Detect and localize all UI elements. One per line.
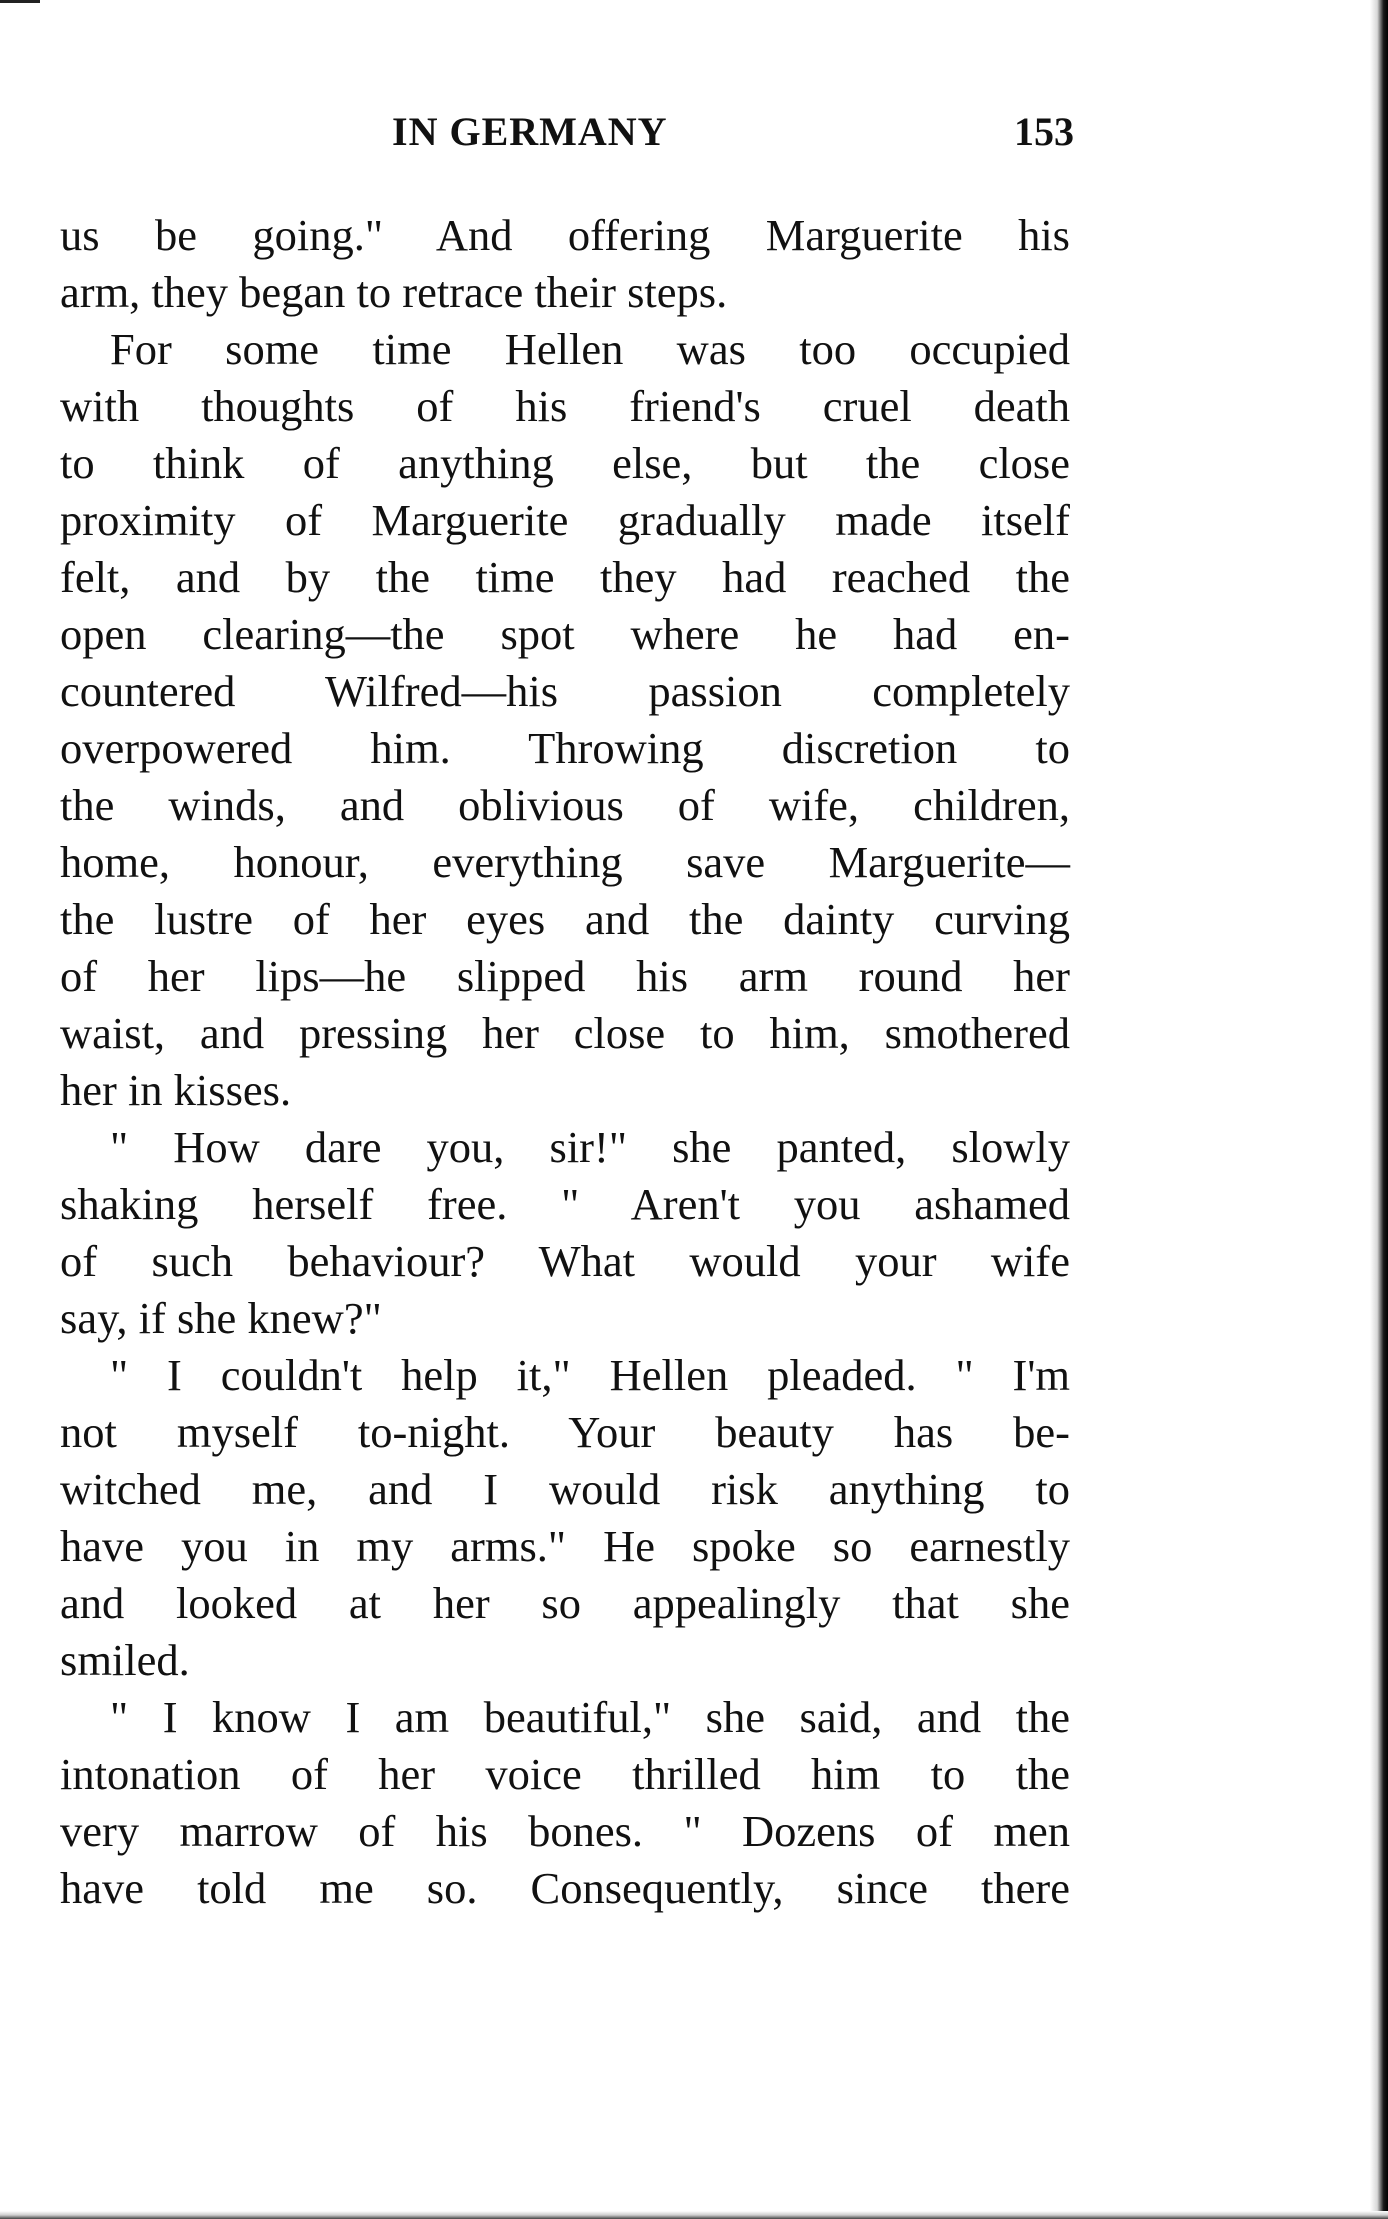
text-line: the lustre of her eyes and the dainty curving [60, 894, 1070, 944]
text-line: us be going." And offering Marguerite his [60, 210, 1070, 260]
text-line: intonation of her voice thrilled him to the [60, 1749, 1070, 1799]
text-line: shaking herself free. " Aren't you ashamed [60, 1179, 1070, 1229]
text-line: say, if she knew?" [60, 1293, 382, 1343]
paragraph [60, 207, 1070, 321]
text-line: proximity of Marguerite gradually made itself [60, 495, 1070, 545]
text-line: very marrow of his bones. " Dozens of men [60, 1806, 1070, 1856]
text-line: " I know I am beautiful," she said, and the [110, 1692, 1070, 1742]
text-line: home, honour, everything save Marguerite— [60, 837, 1070, 887]
paragraph [60, 1119, 1070, 1347]
text-line: have you in my arms." He spoke so earnestly [60, 1521, 1070, 1571]
text-line: smiled. [60, 1635, 190, 1685]
text-line: and looked at her so appealingly that she [60, 1578, 1070, 1628]
text-line: waist, and pressing her close to him, smothered [60, 1008, 1070, 1058]
page-edge-top [0, 0, 40, 3]
text-line: have told me so. Consequently, since there [60, 1863, 1070, 1913]
running-title: IN GERMANY [392, 109, 668, 154]
page-edge-bottom [0, 2211, 1388, 2219]
text-line: to think of anything else, but the close [60, 438, 1070, 488]
page-edge-right [1370, 0, 1388, 2219]
running-head [60, 108, 1074, 168]
text-line: of her lips—he slipped his arm round her [60, 951, 1070, 1001]
text-line: overpowered him. Throwing discretion to [60, 723, 1070, 773]
text-line: witched me, and I would risk anything to [60, 1464, 1070, 1514]
body-text [60, 207, 1070, 1917]
page-number: 153 [1014, 109, 1074, 154]
text-line: of such behaviour? What would your wife [60, 1236, 1070, 1286]
paragraph [60, 1689, 1070, 1917]
text-line: with thoughts of his friend's cruel death [60, 381, 1070, 431]
text-line: felt, and by the time they had reached the [60, 552, 1070, 602]
text-line: countered Wilfred—his passion completely [60, 666, 1070, 716]
text-line: " How dare you, sir!" she panted, slowly [110, 1122, 1070, 1172]
text-line: her in kisses. [60, 1065, 292, 1115]
text-line: not myself to-night. Your beauty has be- [60, 1407, 1070, 1457]
text-line: " I couldn't help it," Hellen pleaded. " I'm [110, 1350, 1070, 1400]
text-line: open clearing—the spot where he had en- [60, 609, 1070, 659]
paragraph [60, 321, 1070, 1119]
paragraph [60, 1347, 1070, 1689]
text-line: arm, they began to retrace their steps. [60, 267, 728, 317]
text-line: the winds, and oblivious of wife, children, [60, 780, 1070, 830]
text-line: For some time Hellen was too occupied [110, 324, 1070, 374]
